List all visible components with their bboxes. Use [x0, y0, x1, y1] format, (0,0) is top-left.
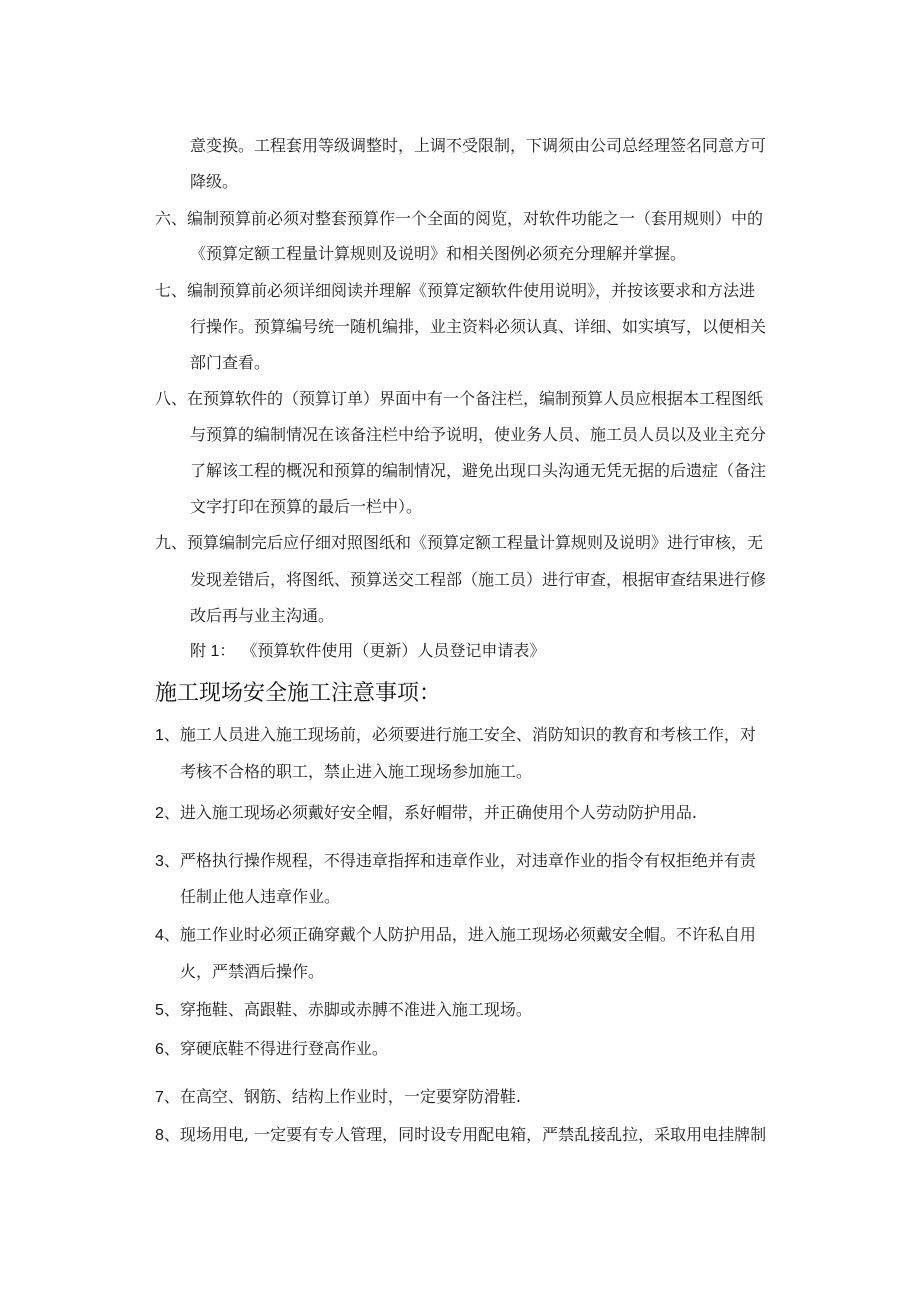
safety-item-5: [155, 1000, 532, 1021]
item-number: 1: [155, 727, 164, 744]
text-line: 行操作。预算编号统一随机编排，业主资料必须认真、详细、如实填写，以便相关: [190, 317, 767, 336]
safety-item-7: [155, 1087, 521, 1108]
text-line: 发现差错后，将图纸、预算送交工程部（施工员）进行审查，根据审查结果进行修: [190, 570, 767, 589]
item-text: 、现场用电, 一定要有专人管理，同时设专用配电箱，严禁乱接乱拉，采取用电挂牌制: [163, 1125, 767, 1144]
item-text: 、穿拖鞋、高跟鞋、赤脚或赤膊不准进入施工现场。: [163, 1000, 532, 1019]
item-text: 、在高空、钢筋、结构上作业时，一定要穿防滑鞋.: [163, 1087, 521, 1106]
safety-item-3: [155, 851, 756, 872]
text-line: 考核不合格的职工，禁止进入施工现场参加施工。: [180, 762, 533, 781]
text-line: 降级。: [190, 172, 239, 191]
attachment-line: [190, 641, 545, 662]
text-line: 意变换。工程套用等级调整时，上调不受限制，下调须由公司总经理签名同意方可: [190, 136, 767, 155]
text-line: 文字打印在预算的最后一栏中）。: [190, 497, 423, 516]
safety-item-2: [155, 803, 697, 824]
item-number: 3: [155, 853, 164, 870]
text-line: 改后再与业主沟通。: [190, 606, 335, 625]
text-line: 部门查看。: [190, 353, 271, 372]
item-number: 6: [155, 1041, 164, 1058]
item-number: 4: [155, 927, 164, 944]
safety-item-8: [155, 1125, 766, 1146]
attachment-label: 附 1：: [190, 643, 236, 660]
item-number: 2: [155, 805, 164, 822]
item-text: 、施工人员进入施工现场前，必须要进行施工安全、消防知识的教育和考核工作，对: [163, 725, 756, 744]
safety-item-4: [155, 925, 756, 946]
rule-item-6: 六、编制预算前必须对整套预算作一个全面的阅览，对软件功能之一（套用规则）中的: [155, 209, 764, 228]
item-text: 、严格执行操作规程，不得违章指挥和违章作业，对违章作业的指令有权拒绝并有责: [163, 851, 756, 870]
attachment-title: 《预算软件使用（更新）人员登记申请表》: [241, 641, 546, 660]
rule-item-8: 八、在预算软件的（预算订单）界面中有一个备注栏，编制预算人员应根据本工程图纸: [155, 389, 764, 408]
item-text: 、穿硬底鞋不得进行登高作业。: [163, 1039, 388, 1058]
item-number: 5: [155, 1002, 164, 1019]
safety-item-6: [155, 1039, 388, 1060]
item-text: 、进入施工现场必须戴好安全帽，系好帽带，并正确使用个人劳动防护用品.: [163, 803, 697, 822]
section-heading: 施工现场安全施工注意事项：: [155, 681, 442, 706]
text-line: 《预算定额工程量计算规则及说明》和相关图例必须充分理解并掌握。: [190, 244, 687, 263]
text-line: 了解该工程的概况和预算的编制情况，避免出现口头沟通无凭无据的后遗症（备注: [190, 461, 767, 480]
safety-item-1: [155, 725, 756, 746]
rule-item-9: 九、预算编制完后应仔细对照图纸和《预算定额工程量计算规则及说明》进行审核，无: [155, 533, 764, 552]
item-number: 8: [155, 1127, 164, 1144]
text-line: 任制止他人违章作业。: [180, 887, 341, 906]
rule-item-7: 七、编制预算前必须详细阅读并理解《预算定额软件使用说明》，并按该要求和方法进: [155, 281, 756, 300]
text-line: 火，严禁酒后操作。: [180, 962, 325, 981]
text-line: 与预算的编制情况在该备注栏中给予说明，使业务人员、施工员人员以及业主充分: [190, 425, 767, 444]
item-number: 7: [155, 1089, 164, 1106]
item-text: 、施工作业时必须正确穿戴个人防护用品，进入施工现场必须戴安全帽。不许私自用: [163, 925, 756, 944]
